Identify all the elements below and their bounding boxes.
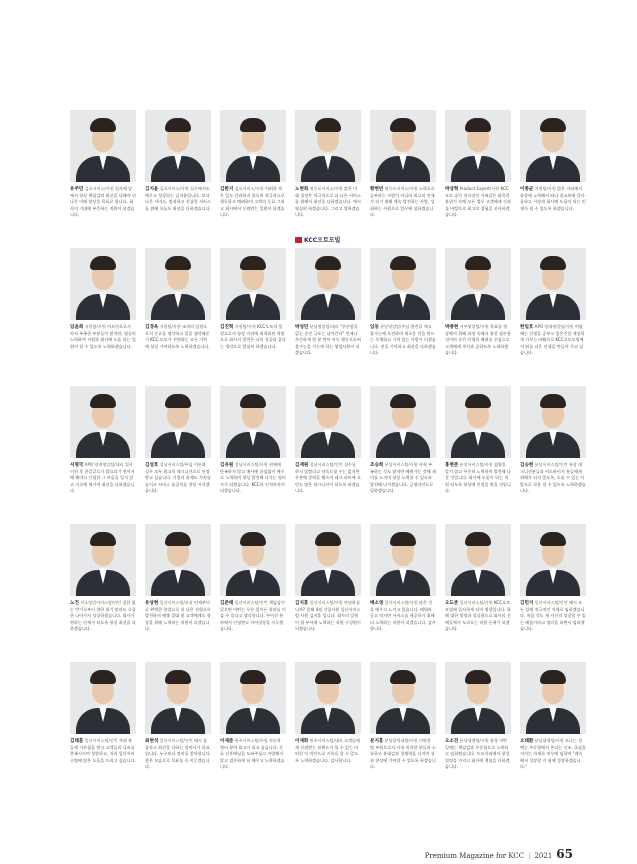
profile-photo bbox=[295, 524, 361, 596]
profile-card bbox=[370, 386, 436, 524]
profile-photo bbox=[220, 524, 286, 596]
profile-name: 김민지 bbox=[520, 601, 534, 606]
profile-card bbox=[295, 110, 361, 248]
profile-name: 이종균 bbox=[520, 187, 534, 192]
profile-role: 지원팀/사원 bbox=[234, 324, 256, 329]
profile-role: 일산서비스팀/인턴 bbox=[84, 738, 118, 743]
profile-card bbox=[445, 386, 511, 524]
profile-text bbox=[520, 462, 586, 494]
profile-card bbox=[145, 662, 211, 800]
profile-card bbox=[370, 110, 436, 248]
profile-message: 실수에서도 배우고 성장하는 김지윤입니다. 보다 나은 서비스, 정직하고 친절한 서비스를 위해 오늘도 최선을 다하겠습니다. bbox=[145, 186, 211, 211]
page-number: 65 bbox=[556, 847, 573, 861]
profile-name: 유상현 bbox=[145, 601, 159, 606]
profile-card bbox=[70, 248, 136, 386]
profile-text bbox=[445, 738, 511, 770]
profile-text bbox=[370, 738, 436, 770]
profile-message: KCC오토의 일원으로서 항상 자리에 최적화된 직원으로 회사의 발전은 나의 성공과 같다는 생각으로 열심히 하겠습니다. bbox=[220, 324, 286, 349]
profile-name: 김진혁 bbox=[220, 325, 234, 330]
profile-message: 편견을 깨고 불가능에 도전하며 새로운 것을 만드는 독행하고 가치 있는 사람이 되겠습니다. 전을 기억하고 최선을 다하겠습니다. bbox=[370, 324, 436, 355]
profile-photo bbox=[220, 110, 286, 182]
profile-text bbox=[445, 186, 511, 218]
profile-card bbox=[370, 248, 436, 386]
profile-role: 일산서비스팀/인턴 bbox=[534, 600, 568, 605]
profile-text bbox=[370, 186, 436, 218]
profile-photo bbox=[70, 524, 136, 596]
profile-photo bbox=[445, 386, 511, 458]
profile-text bbox=[520, 600, 586, 632]
profile-message: 실수를 하지 않겠다고 약속드릴 수는 없지만 무관에 상력을 했으며 테크 파트에 고민도 많은 테크니션이 되도록 하겠습니다. bbox=[295, 462, 361, 493]
profile-photo bbox=[370, 524, 436, 596]
profile-photo bbox=[520, 110, 586, 182]
profile-card bbox=[445, 662, 511, 800]
profile-text bbox=[520, 738, 586, 770]
profile-role: Product Expert/사원 bbox=[459, 186, 500, 191]
profile-message: 현재에 만족하지 않고 매사에 끊임없이 배우고 노력하며 항상 발전해 나가는 정비사가 되겠습니다. KCC의 인적자산이 되겠습니다. bbox=[220, 462, 286, 493]
profile-card bbox=[370, 524, 436, 662]
profile-name: 한일호 bbox=[520, 325, 534, 330]
profile-card bbox=[520, 386, 586, 524]
profile-role: 분당광역대팀/사원 bbox=[384, 738, 418, 743]
profile-card bbox=[520, 524, 586, 662]
profile-message: 밝은 자리에서 항상에 노력해서 따다 결코보에 갈사옵하고 시장과 회사에 도움이 되는 인재가 될 수 있도록 하겠습니다. bbox=[520, 186, 586, 211]
profile-photo bbox=[520, 248, 586, 320]
profile-message: 노력으로 승부하는 사람이 이니라 최고의 인재가 되기 위해 계속 발전하는 사람, 성취하는 사원으로 업무에 임하겠습니다. bbox=[370, 186, 435, 217]
profile-card bbox=[145, 524, 211, 662]
profile-card bbox=[295, 248, 361, 386]
profile-message: 매시 꼼꼼하고 최선을 다하는 정비사가 목표입니다. 누구보다 정비를 좋아합니다. 좋은 모습으로 목표를 꼭 이루겠습니다. bbox=[145, 738, 211, 769]
profile-card bbox=[220, 662, 286, 800]
profile-message: 고객들에게 신뢰받는 브랜드가 될 수 있는 어떠힌 이 마인드로 기록을 할 수 있도록 노력하겠습니다. 감사합니다. bbox=[295, 738, 360, 763]
profile-text bbox=[445, 600, 511, 632]
profile-role: 김포서비스/사원 bbox=[234, 186, 264, 191]
profile-role: 김포서비스/사원 bbox=[159, 186, 189, 191]
logo-mark-icon bbox=[295, 237, 302, 243]
profile-name: 서명국 bbox=[70, 463, 84, 468]
profile-text bbox=[70, 462, 136, 494]
footer-separator: | bbox=[528, 852, 531, 860]
profile-message: 많은 것을 배우고 느끼고 있습니다. 배워라 곧고 작지만 서비스를 제공하기 위해 더 노력하는 직원이 되겠습니다. 감사합니다. bbox=[370, 600, 436, 631]
profile-name: 김재원 bbox=[295, 463, 309, 468]
profile-card bbox=[520, 248, 586, 386]
profile-text bbox=[220, 324, 286, 350]
logo-text: KCC오토모빌 bbox=[304, 237, 341, 244]
profile-text bbox=[220, 738, 286, 770]
profile-name: 박성민 bbox=[295, 325, 309, 330]
footer-year: 2021 bbox=[534, 852, 553, 860]
profile-name: 김성호 bbox=[145, 463, 159, 468]
profile-name: 노현희 bbox=[295, 187, 309, 192]
profile-name: 김유원 bbox=[220, 463, 234, 468]
profile-role: 원주서비스팀/대리 bbox=[309, 738, 343, 743]
profile-role: 일산서비스팀/사원 bbox=[384, 600, 418, 605]
profile-card bbox=[220, 386, 286, 524]
profile-role: 김포서비스/사원 bbox=[84, 186, 114, 191]
profile-message: 목표를 향상해서 위해 과정 속에서 항상 겸손함 것이며 중간 인생과 배려를 중심으로 고객에게 주신과 증하도록 노력하겠습니다. bbox=[445, 324, 511, 355]
profile-name: 조승희 bbox=[370, 463, 384, 468]
profile-photo bbox=[445, 524, 511, 596]
profile-message: 밝은 미래 성장은 적극적으로 더 나은 서비스를 위해서 최선을 다하겠습니다. 예서 영실히 하겠습니다. 그리고 열하겠습니다. bbox=[295, 186, 361, 217]
profile-card bbox=[445, 110, 511, 248]
profile-photo bbox=[370, 110, 436, 182]
profile-name: 오소진 bbox=[445, 739, 459, 744]
profile-message: 미약한 팀 부원으로서 시내 처작한 분들과 소통하고 유대감과 경쟁력을 다지며 성과 향상에 기여할 수 있도록 하겠습니다. bbox=[370, 738, 436, 769]
profile-photo bbox=[145, 524, 211, 596]
profile-photo bbox=[445, 248, 511, 320]
profile-message: 어릴때는 인생을 공부고 좋은긴할 세상하게 가꾸는 바활으로 KCC오토모빌에서 뛰를 더운 인생을 만들어 가고 싶습니다. bbox=[520, 324, 585, 355]
profile-photo bbox=[145, 110, 211, 182]
profile-photo bbox=[220, 662, 286, 734]
profile-card bbox=[445, 524, 511, 662]
profile-message: 이론과 실무 모두 최고의 테크니션으로 인정받고 싶습니다. 기업의 과제도 가치를 높이고 서비스 품질의를 향상 시키겠습니다. bbox=[145, 462, 211, 493]
profile-photo bbox=[70, 248, 136, 320]
profile-name: 황현빈 bbox=[370, 187, 384, 192]
profile-card bbox=[145, 248, 211, 386]
profile-message: 해시 모든 일에 적극적인 자세로 임하겠습니다. 처음 것도 제 자신의 성장할 수 있는 배움이라고 생각을 하면서 임하겠습니다. bbox=[520, 600, 586, 631]
profile-text bbox=[295, 324, 361, 356]
profile-role: 성남서비스팀/주임 bbox=[159, 462, 193, 467]
profile-message: 책임감이 있으면 어떤는 무슨 일이든 결과를 이룰 수 있다고 생각합니다. 주어진 분야에서 인정받고 자아상장을 이루겠습니다. bbox=[220, 600, 286, 631]
page-footer bbox=[425, 847, 573, 861]
profile-message: KCC모토 공인 전시장의 가족같은 화목한 분위기 속에 모든 업무 고객에게 신뢰를 바탕으로 최고의 경험을 선사하겠습니다. bbox=[445, 186, 511, 217]
profile-text bbox=[295, 462, 361, 494]
profile-text bbox=[370, 462, 436, 494]
profile-card bbox=[70, 524, 136, 662]
profile-message: 어드민으로서 아직 부족한 부분들이 많지만, 영실히 노력하여 지원과 회사에 도움 되는 일원이 될 수 있도록 노력하겠습니다. bbox=[70, 324, 136, 349]
profile-message: 입사이전 후 한걸같으가 발요되기 전까지에 해야고 간철한 그 마음을 잊지 않고 거로에 세기며 최선을 다하겠습니다. bbox=[70, 462, 135, 493]
profile-text bbox=[370, 600, 436, 632]
profile-role: 영등포서비스/사원 bbox=[309, 186, 343, 191]
profile-role: 일산서비스팀/사원 bbox=[459, 600, 493, 605]
profile-grid bbox=[70, 110, 586, 800]
profile-text bbox=[145, 738, 211, 770]
profile-text bbox=[520, 324, 586, 356]
profile-name: 임윤희 bbox=[70, 325, 84, 330]
profile-role: APO 양재영업팀/대리 bbox=[84, 462, 124, 467]
profile-text bbox=[520, 186, 586, 212]
profile-card bbox=[520, 662, 586, 800]
profile-message: 자동차 정비 분야 회고가 되고 싶습니다. 동료 선후배님들 도와주심고 자랑해지 않고 겸손하게 더 배우고 노력하겠습니다. bbox=[220, 738, 285, 769]
profile-text bbox=[445, 462, 511, 494]
profile-text bbox=[145, 186, 211, 212]
profile-name: 김태훈 bbox=[70, 739, 84, 744]
profile-role: 일산서비스팀/사원 bbox=[309, 600, 343, 605]
profile-name: 최현석 bbox=[145, 739, 159, 744]
profile-photo bbox=[445, 662, 511, 734]
profile-name: 김한지 bbox=[220, 187, 234, 192]
profile-role: 일산서비스팀/인턴 bbox=[159, 738, 193, 743]
profile-name: 유주민 bbox=[70, 187, 84, 192]
profile-message: 모나는 성택는 주준함에서 온다는 신조, 초심을 지키는 자세로 직무에 임하며 "계속해서 성장할 거 함께 성장하겠습니다." bbox=[520, 738, 586, 769]
profile-photo bbox=[295, 248, 361, 320]
profile-card bbox=[70, 386, 136, 524]
profile-photo bbox=[70, 662, 136, 734]
profile-role: 분당서비스팀/사원 bbox=[459, 462, 493, 467]
profile-text bbox=[70, 738, 136, 764]
profile-photo bbox=[295, 386, 361, 458]
profile-name: 이재준 bbox=[220, 739, 234, 744]
profile-name: 김지윤 bbox=[145, 187, 159, 192]
profile-card bbox=[445, 248, 511, 386]
profile-text bbox=[145, 324, 211, 350]
profile-role: 지원팀/사원 bbox=[159, 324, 181, 329]
profile-message: 주위 분들께 가르침을 받고 고객들의 니즈를 충족시키며 성장하고, 저희 일산서비스팀에 많은 도움을 드리고 싶습니다. bbox=[70, 738, 136, 763]
profile-photo bbox=[70, 110, 136, 182]
profile-photo bbox=[70, 386, 136, 458]
profile-name: 김승현 bbox=[520, 463, 534, 468]
profile-photo bbox=[295, 662, 361, 734]
profile-message: 아직 부족하는 것도 많지만 배워가는 것에 재미를 느끼며 항상 노력할 수 있도록 발전해 나가겠습니다. 긍정마인드로 일하겠습니다. bbox=[370, 462, 436, 493]
profile-message: 항상 어떤 일에는 책임감과 꾸준함으로 노력하고 임하겠습니다. 도모자리에서 항상 열정을 가지고 회사에 책임을 다하겠습니다. bbox=[445, 738, 510, 769]
profile-text bbox=[145, 462, 211, 494]
profile-role: APO 양재영업팀/사원 bbox=[534, 324, 574, 329]
profile-message: KCC오토모빌에 입사하게 되어 영광입니다. 항해 대한 열정과 성실함으로 회사의 선배들께서 도리오는 직원 든재가 되겠습니다. bbox=[445, 600, 511, 631]
profile-role: 서초영업서비스팀/인턴 bbox=[80, 600, 122, 605]
profile-message: 언제부터로 완벽한 합업으로 더 나은 직원으로 발전하며 배출 잡대 및 고객에게도 항상을 위해 노력하는 직원이 되겠습니다. bbox=[145, 600, 211, 631]
profile-photo bbox=[520, 386, 586, 458]
profile-text bbox=[70, 186, 136, 218]
profile-message: 창한 없는 반기로부터 향한 위기 말라도 죽음한 나아가서 성장하겠습니다. 회사가 원하는 인재가 되도록 항상 최선을 다하겠습니다. bbox=[70, 600, 136, 631]
profile-name: 김지훈 bbox=[295, 601, 309, 606]
profile-name: 배소영 bbox=[370, 601, 384, 606]
profile-role: 성남서비스팀/사원 bbox=[234, 462, 268, 467]
profile-photo bbox=[220, 386, 286, 458]
profile-name: 박상혁 bbox=[445, 187, 459, 192]
profile-text bbox=[145, 600, 211, 632]
profile-role: 서부영업팀/사원 bbox=[459, 324, 489, 329]
profile-card bbox=[220, 524, 286, 662]
profile-card bbox=[295, 524, 361, 662]
profile-photo bbox=[145, 386, 211, 458]
profile-role: 지원팀/사원 bbox=[84, 324, 106, 329]
profile-role: 일산서비스팀/인턴 bbox=[234, 600, 268, 605]
profile-role: 일산서비스팀/과장 bbox=[159, 600, 193, 605]
profile-photo bbox=[370, 662, 436, 734]
profile-message: 입사에 앞에서 항상 책임감과 최선을 다해야 더 나은 미래 향상을 목표로 합니다. 회사의 기대에 부응하는 직원이 되겠습니다. bbox=[70, 186, 136, 217]
kcc-automobile-logo bbox=[295, 235, 340, 244]
profile-name: 박종현 bbox=[445, 325, 459, 330]
profile-text bbox=[220, 462, 286, 494]
profile-role: 영등포서비스/사원 bbox=[384, 186, 418, 191]
profile-name: 노건 bbox=[70, 601, 79, 606]
profile-message: 겸영을 알지 않고 꾸준히 노력하며 발전해 나갈 것입니다. 회사에 도움이 되는 직원 되도록 항상에 인정을 받을 것입니다. bbox=[445, 462, 511, 493]
profile-text bbox=[220, 600, 286, 632]
profile-card bbox=[520, 110, 586, 248]
profile-role: 분당대행팀/사원 bbox=[534, 738, 564, 743]
profile-message: 안녕하십니까? 올해 4월 신입사원 일산서비스팀 사원 김지훈 입니다. 회사의 일원이 될 부서에 노력하는 직원 구성원이 되겠습니다. bbox=[295, 600, 361, 631]
profile-role: 분당영업팀/대리 bbox=[309, 324, 339, 329]
profile-message: 통상 테크니션분들과 어드바이저 분들에게 위해가 되지 않도록, 도움 수 있는 사람으로 작용 할 수 있도록 노력하겠습니다. bbox=[520, 462, 586, 493]
profile-card bbox=[70, 110, 136, 248]
profile-text bbox=[70, 600, 136, 632]
profile-role: 원주서비스팀/주임 bbox=[234, 738, 268, 743]
profile-card bbox=[145, 386, 211, 524]
profile-name: 문지훈 bbox=[370, 739, 384, 744]
profile-name: 오도준 bbox=[445, 601, 459, 606]
profile-photo bbox=[445, 110, 511, 182]
profile-text bbox=[70, 324, 136, 350]
footer-magazine: Premium Magazine for KCC bbox=[424, 852, 525, 860]
profile-photo bbox=[370, 248, 436, 320]
profile-card bbox=[70, 662, 136, 800]
profile-card bbox=[295, 662, 361, 800]
profile-name: 오태환 bbox=[520, 739, 534, 744]
profile-text bbox=[445, 324, 511, 356]
profile-card bbox=[220, 248, 286, 386]
profile-photo bbox=[220, 248, 286, 320]
profile-text bbox=[220, 186, 286, 218]
profile-role: 지원팀/사원 bbox=[534, 186, 556, 191]
profile-message: "주준함을 잃는 순간 극포는 날아간다" 언제나 주준하게 열 분 만이 아닌 행동으로써 불가능을 가능케 하는 영업사원이 되겠습니다. bbox=[295, 324, 361, 355]
profile-role: 분당서비스팀/사원 bbox=[384, 462, 418, 467]
profile-photo bbox=[145, 662, 211, 734]
profile-text bbox=[295, 186, 361, 218]
profile-role: 분당대행팀/사원 bbox=[459, 738, 489, 743]
profile-photo bbox=[520, 524, 586, 596]
profile-photo bbox=[295, 110, 361, 182]
profile-message: 조직의 일원으로서 동료를 생각하고 일을 생각해준기 KCC 모토가 전원하는 모든 가치에 항상 기여하도록 노력하겠습니다. bbox=[145, 324, 210, 349]
profile-text bbox=[370, 324, 436, 356]
profile-card bbox=[370, 662, 436, 800]
profile-message: 어려한 작은 일도 간과하지 않으며 적극적으로 행동하고 배려하며 고객의 동료 그리고 회사에서 신뢰받는 일원이 되겠습니다. bbox=[220, 186, 285, 217]
profile-card bbox=[295, 386, 361, 524]
profile-card bbox=[145, 110, 211, 248]
profile-text bbox=[295, 600, 361, 632]
profile-role: 성남서비스팀/인턴 bbox=[309, 462, 343, 467]
profile-role: 분당영업팀/주임 bbox=[380, 324, 410, 329]
profile-name: 임동 bbox=[370, 325, 379, 330]
profile-name: 홍현준 bbox=[445, 463, 459, 468]
profile-photo bbox=[520, 662, 586, 734]
profile-name: 이재화 bbox=[295, 739, 309, 744]
profile-role: 분당서비스팀/인턴 bbox=[534, 462, 568, 467]
profile-photo bbox=[370, 386, 436, 458]
profile-photo bbox=[145, 248, 211, 320]
profile-name: 김준태 bbox=[220, 601, 234, 606]
profile-text bbox=[295, 738, 361, 764]
profile-name: 김경옥 bbox=[145, 325, 159, 330]
profile-card bbox=[220, 110, 286, 248]
